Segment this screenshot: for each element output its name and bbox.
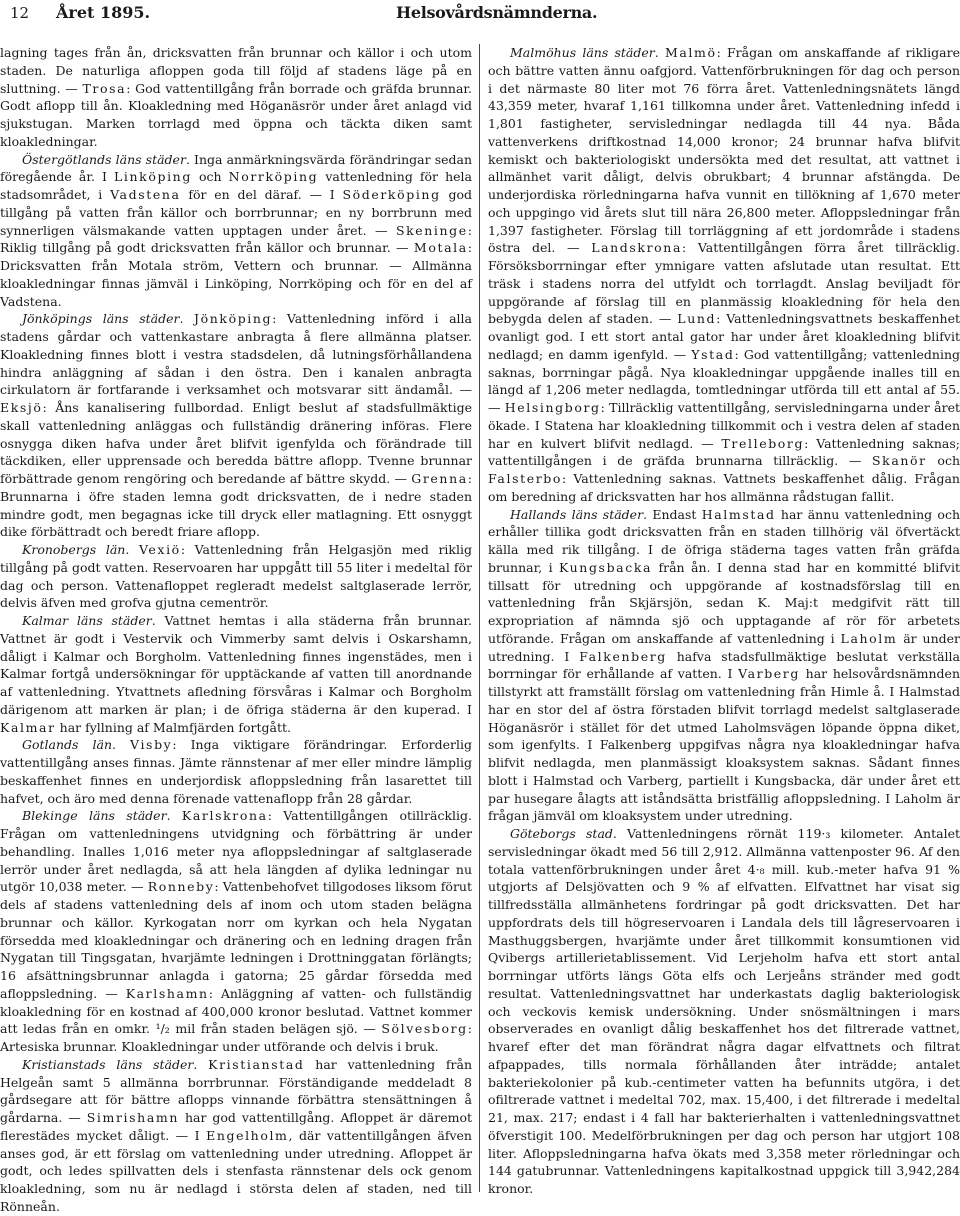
text-run: : Dricksvatten från Motala ström, Vettern och brunnar. — Allmänna kloakledningar finnas jämväl i Linköping, Norrköping och för en del af Vadstena. [0,240,472,309]
place-name: Falkenberg [579,648,667,664]
region-heading: Kristianstads läns städer [22,1056,194,1072]
text-run: : God vattentillgång; vattenledning saknas, borrningar pågå. Nya kloakledningar uppgående inalles till en längd af 1,206 meter nedlagda, tomtledningar utförda till ett antal af 55. — [488,346,960,415]
text-run: god tillgång på vatten från källor och borrbrunnar; en ny borrbrunn med synnerligen välsmakande vatten upptagen under året. — [0,187,472,238]
paragraph [488,825,960,1198]
place-name: Malmö [664,45,717,60]
region-heading: Malmöhus läns städer [510,45,655,60]
running-title: Helsovårdsnämnderna. [396,3,598,22]
text-run: . [179,311,195,327]
paragraph [488,506,960,826]
region-heading: Jönköpings läns städer [22,311,180,327]
text-run: , där vattentillgången äfven anses god, är ett förslag om vattenledning under utredning. Afloppet är godt, och ledes spillvatten dels i stenfasta rännstenar dels ock genom kloakledning, som nu är nedlagd i största delen af staden, ned till Rönneån. [0,1127,472,1214]
text-run: vattenledning för hela stadsområdet, i [0,169,473,202]
text-run: : Vattenledning införd i alla stadens gårdar och vattenkastare anbragta å flere allmänna platser. Kloakledning finnes blott i vestra stadsdelen, då lutningsförhållandena hindra anläggning af sådan i den östra. Den i kanalen anbragta cirkulatorn är fortfarande i verksamhet och motsvarar sitt ändamål. — [0,311,473,398]
text-run: : Vattenledningsvattnets beskaffenhet ovanligt god. I ett stort antal gator har under året kloakledning blifvit nedlagd; en damm igenfyld. — [488,311,960,362]
text-run: : Vattenledning från Helgasjön med riklig tillgång på godt vatten. Reservoaren har uppgått till 55 liter i medeltal för dag och person. Vattenafloppet regleradt medelst saltglaserade lerrör, delvis äfven med grofva gjutna cementrör. [0,542,473,611]
place-name: Linköping [114,169,192,185]
text-run: och [191,169,229,185]
text-run: : Frågan om anskaffande af rikligare och bättre vatten ännu oafgjord. Vattenförbrukningen för dag och person i det närmaste 80 liter mot 76 förra året. Vattenledningsnätets längd 43,359 meter, hvaraf 1,161 tillkomna under året. Vattenledning infedd i 1,801 fastigheter, servisledningar nedlagda till 44 nya. Båda vattenverkens driftkostnad 14,000 kronor; 24 brunnar hafva blifvit kemiskt och bakteriologiskt undersökta med det resultat, att vattnet i allmänhet varit dåligt, delvis obrukbart; 4 brunnar afstängda. De underjordiska rörledningarna hafva vunnit en tillökning af 1,670 meter och uppgingo vid årets slut till nära 26,800 meter. Afloppsledningar från 1,397 fastigheter. Förslag till torrläggning af ett jordområde i stadens östra del. — [488,45,960,256]
text-run: : Vattenledning saknas; vattentillgången i de gräfda brunnarna tillräcklig. — [488,435,960,469]
paragraph [0,44,472,151]
text-run: . [112,737,131,753]
region-heading: Kronobergs län [22,542,126,557]
place-name: Halmstad [701,506,776,522]
place-name: Kalmar [0,719,56,735]
place-name: Jönköping [194,311,273,327]
paragraph [0,807,472,1056]
region-heading: Blekinge läns städer [22,808,167,824]
place-name: Falsterbo [488,471,563,486]
text-run: : Vattenbehofvet tillgodoses liksom förut dels af stadens vattenledning dels af inom och utom staden belägna brunnar och källor. Kyrkogatan norr om kyrkan och hela Nygatan försedda med kloakledningar och dränering och en ledning dragen från Nygatan till Tingsgatan, hvarjämte ledningen i Drottninggatan förlängts; 16 afsättningsbrunnar anlagda i gatorna; 25 gårdar försedda med afloppsledning. — [0,879,472,1001]
place-name: Sölvesborg [381,1021,468,1037]
region-heading: Hallands läns städer [510,506,644,522]
left-column [0,44,472,1216]
text-run: . Inga anmärkningsvärda förändringar sedan föregående år. I [0,151,473,185]
text-run: och [926,453,960,469]
text-run: hafva stadsfullmäktige beslutat verkställa borrningar för erhållande af vatten. I [488,648,960,682]
region-heading: Kalmar läns städer [22,613,152,628]
running-year: Året 1895. [56,3,151,22]
text-run: har fyllning af Malmfjärden fortgått. [55,719,291,735]
place-name: Karlshamn [125,985,209,1001]
place-name: Trelleborg [721,435,805,451]
paragraph [0,310,472,541]
paragraph [0,151,472,311]
column-rule [479,44,480,1192]
right-column [488,44,960,1198]
place-name: Skeninge [395,222,468,238]
text-run: är under utredning. I [488,630,960,664]
paragraph [0,541,472,612]
text-run: . [125,542,139,557]
text-run: . Vattenledningens rörnät 119·₃ kilometer. Antalet servisledningar ökadt med 56 till 2,912. Allmänna vattenposter 96. Af den totala vattenförbrukningen under året 4·₈ mill. kub.-meter hafva 91 % utgjorts af Delsjövatten och 9 % af elfvatten. Elfvattnet har visat sig tillfredsställa allmänhetens fordringar på godt dricksvatten. Det har uppfordrats dels till högreservoaren i Landala dels till lågreservoaren i Masthuggsbergen, hvarjämte under året tillkommit konsumtionen vid Qvibergs artillerietablissement. Vid Lerjeholm hafva ett stort antal borrningar utförts längs Göta elfs och Lerjeåns stränder med godt resultat. Vattenledningsvattnet har underkastats daglig bakteriologisk och veckovis kemisk undersökning. Under snösmältningen i mars observerades en ovanligt dålig beskaffenhet hos det filtrerade vattnet, hvaref efter det man förändrat några dagar elfvattnets och filtrat afpappades, tills normala förhållanden åter inträdde; antalet bakteriekolonier på kub.-centimeter vatten ha befunnits utgöra, i det ofiltrerade vattnet i medeltal 702, max. 15,400, i det filtrerade i medeltal 21, max. 217; endast i 4 fall har bakterierhalten i vattenledningsvattnet öfverstigit 100. Medelförbrukningen per dag och person har utgjort 108 liter. Afloppsledningarna hafva ökats med 3,358 meter rörledningar och 144 gatubrunnar. Vattenledningens kapitalkostnad uppgick till 3,942,284 kronor. [488,826,960,1196]
page-header [0,0,960,28]
text-run: : Brunnarna i öfre staden lemna godt dricksvatten, de i nedre staden mindre godt, men begagnas icke till dryck eller matlagning. Ett osnyggt dike förbättradt och beredt friare aflopp. [0,471,472,540]
place-name: Kristianstad [208,1056,305,1072]
text-run: lagning tages från ån, dricksvatten från brunnar och källor i och utom staden. De naturliga afloppen goda till följd af stadens läge på en sluttning. — [0,45,472,96]
text-run: : God vattentillgång från borrade och gräfda brunnar. Godt aflopp till ån. Kloakledning med Höganäsrör under året anlagd vid sjukstugan. Marken torrlagd med öppna och täckta diken samt kloakledningar. [0,80,473,149]
text-run: . Endast [643,506,702,522]
text-run: för en del däraf. — I [180,187,343,202]
paragraph [0,736,472,807]
place-name: Simrishamn [86,1110,179,1125]
place-name: Eksjö [0,400,43,415]
place-name: Vexiö [138,542,181,557]
place-name: Vadstena [110,187,181,202]
page-number: 12 [10,4,30,22]
text-run: har vattenledning från Helgeån samt 5 allmänna borrbrunnar. Förständigande meddeladt 8 gårdsegare att för bättre aflopps vinnande förbättra stensättningen å gårdarna. — [0,1056,472,1125]
text-run: från ån. I denna stad har en kommitté blifvit tillsatt för utredning och uppgörande af kostnadsförslag till en vattenledning från Skjärsjön, sedan K. Maj:t medgifvit rätt till expropriation af nämnda sjö och upptagande af rör för arbetets utförande. Frågan om anskaffande af vattenledning i [488,559,960,646]
place-name: Helsingborg [504,400,601,415]
place-name: Visby [130,737,173,753]
place-name: Karlskrona [181,808,268,824]
text-run: har god vattentillgång. Afloppet är däremot flerestädes mycket dåligt. — I [0,1110,472,1143]
place-name: Ronneby [147,879,215,895]
text-run: : Riklig tillgång på godt dricksvatten från källor och brunnar. — [0,222,472,256]
place-name: Söderköping [342,187,441,202]
text-run: : Vattentillgången förra året tillräcklig. Försöksborrningar efter ymnigare vatten afslutade utan resultat. Ett träsk i stadens norra del utfyldt och torrlagdt. Anslag beviljadt för uppgörande af förslag till en planmässig kloakledning för hela den bebygda delen af staden. — [488,240,960,327]
place-name: Grenna [411,471,468,486]
text-run: har helsovårdsnämnden tillstyrkt att framställt förslag om vattenledning från Himle å. I Halmstad har en stor del af östra förstaden blifvit torrlagd medelst saltglaserade Höganäsrör i stället för det utmed Laholmsvägen löpande öppna diket, som igenfylts. I Falkenberg uppgifvas några nya kloakledningar hafva blifvit nedlagda, men planmässigt kloaksystem saknas. Sådant finnes blott i Halmstad och Varberg, partiellt i Kungsbacka, där under året ett par husegare ålagts att iståndsätta bristfällig afloppsledning. I Laholm är frågan jämväl om kloaksystem under utredning. [488,666,960,824]
paragraph [0,1056,472,1216]
place-name: Landskrona [591,240,683,256]
text-run: . [166,808,182,824]
paragraph [488,44,960,506]
text-run: har ännu vattenledning och erhåller tillika godt dricksvatten från en staden tillhörig väl öfvertäckt källa med rik tillgång. I de öfriga städerna tages vatten från gräfda brunnar, i [488,506,960,575]
place-name: Laholm [840,630,898,646]
text-run: : Inga viktigare förändringar. Erforderlig vattentillgång anses finnas. Jämte rännstenar af mer eller mindre lämplig beskaffenhet finnes en underjordisk afloppsledning från lasarettet till hafvet, och äro med denna förenade vattenaflopp från 28 gårdar. [0,737,472,806]
text-run: : Åns kanalisering fullbordad. Enligt beslut af stadsfullmäktige skall vattenledning anläggas och fullständig dränering införas. Flere osnygga diken hafva under året blifvit igenfylda och förändrade till täckdiken, eller upprensade och beredda bättre aflopp. Tvenne brunnar förbättrade genom rengöring och beredande af bättre skydd. — [0,400,472,486]
text-run: : Vattentillgången otillräcklig. Frågan om vattenledningens utvidgning och förbättring är under behandling. Inalles 1,016 meter nya afloppsledningar af saltglaserade lerrör under året nedlagda, så att hela längden af dylika ledningar nu utgör 10,038 meter. — [0,808,472,895]
region-heading: Göteborgs stad [510,826,613,841]
place-name: Norrköping [228,169,319,185]
place-name: Ystad [691,346,735,362]
text-run: . [193,1056,209,1072]
paragraph [0,612,472,736]
place-name: Skanör [872,453,927,469]
place-name: Varberg [738,666,800,682]
text-run: : Anläggning af vatten- och fullständig kloakledning för en kostnad af 400,000 kronor beslutad. Vattnet kommer att ledas från en omkr. ¹/₂ mil från staden belägen sjö. — [0,985,472,1037]
place-name: Motala [413,240,468,256]
text-run: : Artesiska brunnar. Kloakledningar under utförande och delvis i bruk. [0,1021,472,1054]
text-run: . [654,45,665,60]
place-name: Trosa [82,80,127,96]
text-run: : Tillräcklig vattentillgång, servisledningarna under året ökade. I Statena har kloakledning tillkommit och i vestra delen af staden har en kulvert blifvit nedlagd. — [488,400,960,451]
region-heading: Östergötlands läns städer [22,151,186,167]
place-name: Kungsbacka [558,559,653,575]
text-run: . Vattnet hemtas i alla städerna från brunnar. Vattnet är godt i Vestervik och Vimmerby samt delvis i Oskarshamn, dåligt i Kalmar och Borgholm. Vattenledning finnes ingenstädes, men i Kalmar fortgå undersökningar för upptäckande af vatten till anordnande af vattenledning. Ytvattnets afledning försvåras i Kalmar och Borgholm därigenom att marken är plan; i de öfriga städerna är den kuperad. I [0,613,472,717]
place-name: Engelholm [206,1127,289,1143]
region-heading: Gotlands län [22,737,113,753]
place-name: Lund [677,311,717,327]
text-run: : Vattenledning saknas. Vattnets beskaffenhet dålig. Frågan om beredning af dricksvatten har hos allmänna rådstugan fallit. [488,471,960,504]
